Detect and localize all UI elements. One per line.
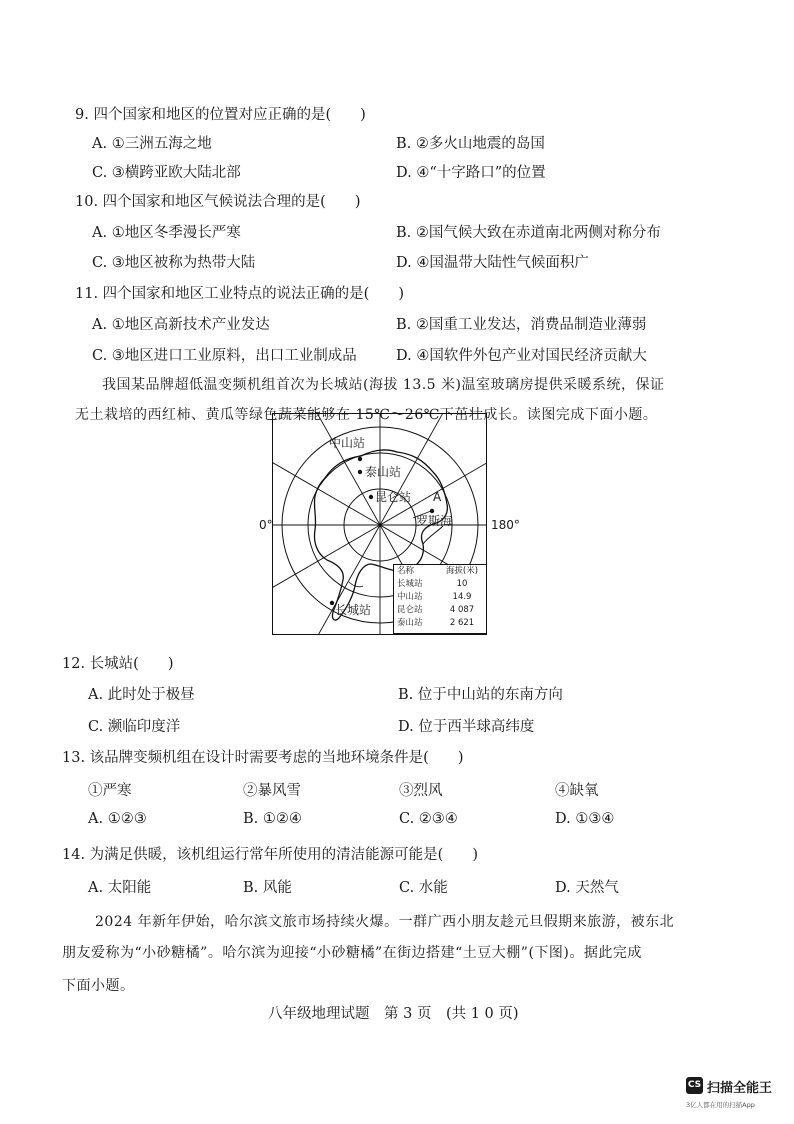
q9-option-d: D. ④“十字路口”的位置 [396,165,546,181]
q11-option-a: A. ①地区高新技术产业发达 [92,317,270,333]
legend-header-row [394,565,486,578]
lon-0-label: 0° [259,518,273,532]
label-kunlun-station: 昆仑站 [375,490,412,504]
q13-factor-4: ④缺氧 [555,783,599,799]
legend-station-altitude: 2 621 [449,618,475,628]
lon-180-label: 180° [491,518,520,532]
q12-option-b: B. 位于中山站的东南方向 [398,687,563,703]
label-changcheng-station: 长城站 [335,603,372,617]
label-zhongshan-station: 中山站 [329,436,366,450]
legend-station-name: 泰山站 [397,618,423,628]
q14-option-a: A. 太阳能 [88,880,152,896]
q14-option-d: D. 天然气 [555,880,619,896]
intro2-line2: 朋友爱称为“小砂糖橘”。哈尔滨为迎接“小砂糖橘”在街边搭建“土豆大棚”(下图)。据此完成 [62,945,642,961]
q12-option-d: D. 位于西半球高纬度 [398,719,535,735]
camscanner-name: 扫描全能王 [707,1081,773,1096]
legend-row [394,578,486,591]
intro1-line2: 无土栽培的西红柿、黄瓜等绿色蔬菜能够在 15℃～26℃下茁壮成长。读图完成下面小题。 [75,407,658,423]
camscanner-tagline: 3亿人都在用的扫描App [686,1101,755,1109]
q12-option-a: A. 此时处于极昼 [88,687,195,703]
q11-stem: 11. 四个国家和地区工业特点的说法正确的是( ) [75,286,404,302]
legend-header-name: 名称 [397,566,415,576]
q10-option-c: C. ③地区被称为热带大陆 [92,255,256,271]
q11-option-b: B. ②国重工业发达，消费品制造业薄弱 [396,317,647,333]
q13-option-c: C. ②③④ [399,811,458,827]
q13-factor-1: ①严寒 [88,783,132,799]
legend-row [394,591,486,604]
legend-station-altitude: 10 [456,579,468,589]
q14-option-b: B. 风能 [243,880,292,896]
antarctica-map [272,413,487,635]
legend-station-name: 中山站 [397,592,423,602]
q9-option-a: A. ①三洲五海之地 [92,136,212,152]
q13-stem: 13. 该品牌变频机组在设计时需要考虑的当地环境条件是( ) [62,750,464,766]
altitude-legend-table [393,564,487,634]
legend-station-altitude: 14.9 [452,592,472,602]
label-ross-sea: 罗斯海 [416,514,453,528]
label-taishan-station: 泰山站 [365,465,402,479]
q9-option-b: B. ②多火山地震的岛国 [396,136,545,152]
q10-option-a: A. ①地区冬季漫长严寒 [92,225,241,241]
q11-option-c: C. ③地区进口工业原料，出口工业制成品 [92,348,357,364]
intro2-line1: 2024 年新年伊始，哈尔滨文旅市场持续火爆。一群广西小朋友趁元旦假期来旅游，被东北 [95,914,675,930]
q12-stem: 12. 长城站( ) [62,656,174,672]
q11-option-d: D. ④国软件外包产业对国民经济贡献大 [396,348,647,364]
legend-row [394,617,486,630]
q10-option-d: D. ④国温带大陆性气候面积广 [396,255,589,271]
q10-option-b: B. ②国气候大致在赤道南北两侧对称分布 [396,225,661,241]
legend-station-name: 长城站 [397,579,423,589]
q13-option-a: A. ①②③ [88,811,147,827]
intro2-line3: 下面小题。 [62,978,135,994]
q13-factor-3: ③烈风 [399,783,443,799]
q13-option-d: D. ①③④ [555,811,615,827]
intro1-line1: 我国某品牌超低温变频机组首次为长城站(海拔 13.5 米)温室玻璃房提供采暖系统，保证 [102,377,665,393]
q10-stem: 10. 四个国家和地区气候说法合理的是( ) [75,194,361,210]
legend-station-name: 昆仑站 [397,605,423,615]
q13-factor-2: ②暴风雪 [243,783,301,799]
camscanner-logo-icon: CS [686,1077,703,1094]
q14-option-c: C. 水能 [399,880,448,896]
q13-option-b: B. ①②④ [243,811,302,827]
legend-station-altitude: 4 087 [449,605,475,615]
q12-option-c: C. 濒临印度洋 [88,719,181,735]
label-point-a: A [433,490,442,504]
q14-stem: 14. 为满足供暖，该机组运行常年所使用的清洁能源可能是( ) [62,847,478,863]
legend-row [394,604,486,617]
page-footer: 八年级地理试题 第 3 页 (共 1 0 页) [268,1006,519,1022]
legend-header-altitude: 海拔(米) [445,566,479,576]
q9-stem: 9. 四个国家和地区的位置对应正确的是( ) [75,107,366,123]
q9-option-c: C. ③横跨亚欧大陆北部 [92,165,241,181]
